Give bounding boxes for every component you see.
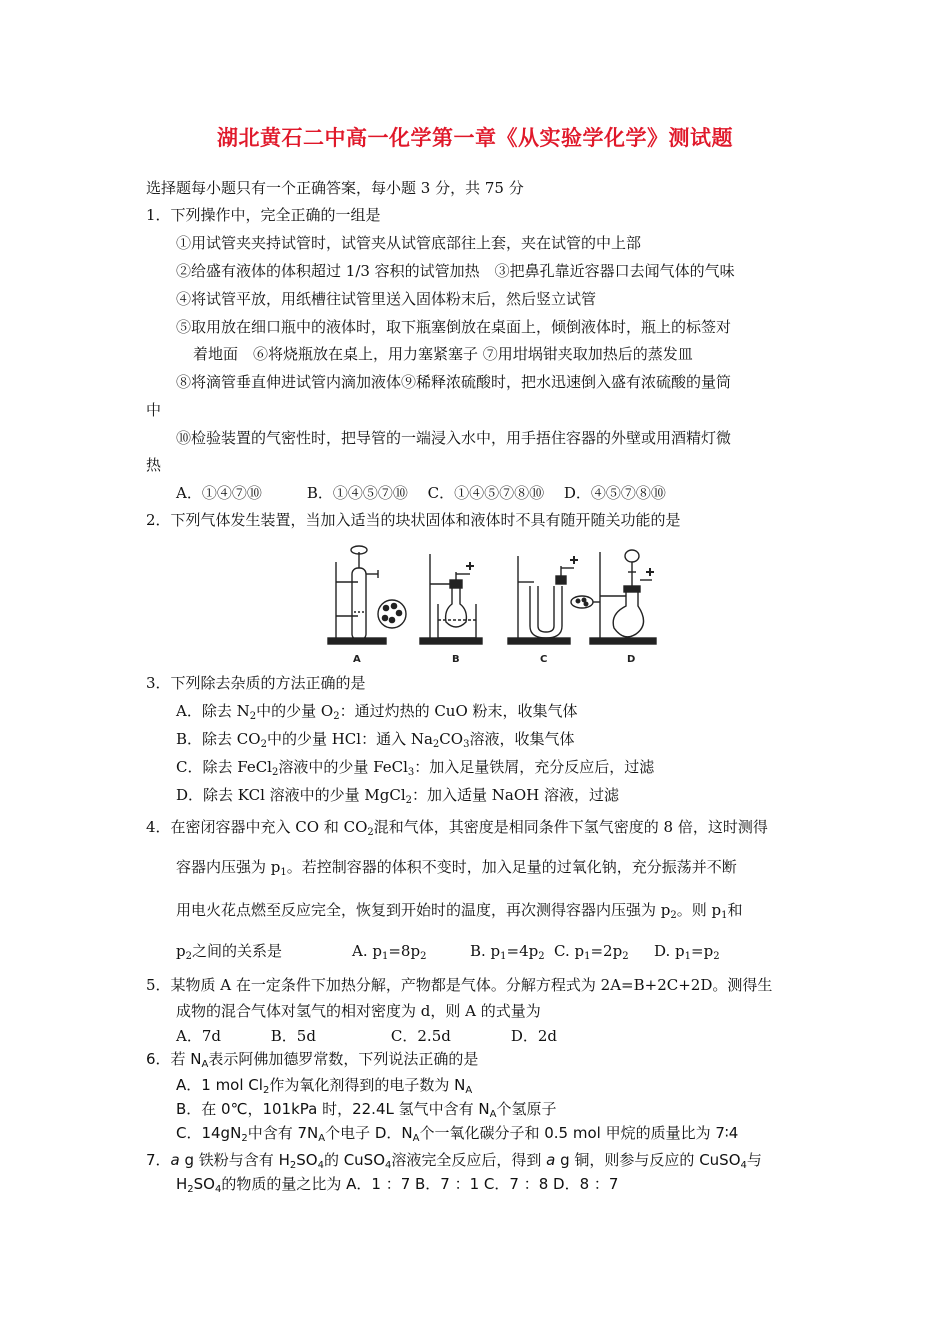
gas-apparatus-figure	[324, 542, 660, 668]
apparatus-a	[328, 546, 406, 644]
q6-stem: 6．若 $N_A$表示阿佛加德罗常数，下列说法正确的是	[146, 1050, 479, 1070]
q4-line: 用电火花点燃至反应完全，恢复到开始时的温度，再次测得容器内压强为 $p_2$。则 $p_1$和	[176, 901, 743, 921]
q3-option-d: D．除去 KCl 溶液中的少量 MgCl$_2$：加入适量 NaOH 溶液，过滤	[176, 786, 620, 806]
q5-options: A．7d B．5d C．2.5d D．2d	[176, 1027, 558, 1045]
q1-item: ②给盛有液体的体积超过 1/3 容积的试管加热 ③把鼻孔靠近容器口去闻气体的气味	[176, 262, 735, 280]
q3-option-c: C．除去 FeCl$_2$溶液中的少量 FeCl$_3$：加入足量铁屑，充分反应后，过滤	[176, 758, 655, 778]
q1-item: ④将试管平放，用纸槽往试管里送入固体粉末后，然后竖立试管	[176, 290, 597, 308]
q1-item: ①用试管夹夹持试管时，试管夹从试管底部往上套，夹在试管的中上部	[176, 234, 642, 252]
q7-line: $H_2SO_4$的物质的量之比为 A．1 ：7 B．7 ：1 C．7 ：8 D．8 ：7	[176, 1175, 619, 1195]
q1-item-wrap: 热	[146, 456, 162, 474]
q5-line: 成物的混合气体对氢气的相对密度为 d，则 A 的式量为	[176, 1002, 541, 1020]
apparatus-label: C	[540, 654, 548, 665]
q3-stem: 3．下列除去杂质的方法正确的是	[146, 674, 366, 692]
apparatus-label: A	[353, 654, 361, 665]
q4-option-a: A. $p_1=8p_2$	[352, 942, 427, 962]
q6-option-b: B．在 0℃，101kPa 时，22.4L 氢气中含有 $N_A$个氢原子	[176, 1100, 557, 1120]
q4-line: $p_2$之间的关系是	[176, 942, 282, 962]
q7-line: 7．a g 铁粉与含有 $H_2SO_4$的 CuSO$_4$溶液完全反应后，得到 a g 铜，则参与反应的 CuSO$_4$与	[146, 1151, 762, 1171]
q4-option-d: D. $p_1=p_2$	[654, 942, 720, 962]
q4-line: 4．在密闭容器中充入 CO 和 $CO_2$混和气体，其密度是相同条件下氢气密度的 8 倍，这时测得	[146, 818, 768, 838]
apparatus-b	[420, 554, 482, 644]
q6-option-cd: C．$14gN_2$中含有 $7N_A$个电子 D．$N_A$个一氧化碳分子和 0.5 mol 甲烷的质量比为 7∶4	[176, 1124, 739, 1144]
instructions: 选择题每小题只有一个正确答案，每小题 3 分，共 75 分	[146, 179, 524, 197]
q1-item: 着地面 ⑥将烧瓶放在桌上，用力塞紧塞子 ⑦用坩埚钳夹取加热后的蒸发皿	[193, 345, 693, 363]
q1-item: ⑩检验装置的气密性时，把导管的一端浸入水中，用手捂住容器的外壁或用酒精灯微	[176, 429, 732, 447]
q1-options: A．①④⑦⑩ B．①④⑤⑦⑩ C．①④⑤⑦⑧⑩ D．④⑤⑦⑧⑩	[176, 484, 666, 502]
apparatus-d	[590, 550, 656, 644]
q5-line: 5．某物质 A 在一定条件下加热分解，产物都是气体。分解方程式为 2A=B+2C+2D。测得生	[146, 976, 773, 994]
q1-stem: 1．下列操作中，完全正确的一组是	[146, 206, 381, 224]
q2-stem: 2．下列气体发生装置，当加入适当的块状固体和液体时不具有随开随关功能的是	[146, 511, 681, 529]
page-title: 湖北黄石二中高一化学第一章《从实验学化学》测试题	[217, 126, 733, 150]
q1-item: ⑧将滴管垂直伸进试管内滴加液体⑨稀释浓硫酸时，把水迅速倒入盛有浓硫酸的量筒	[176, 373, 732, 391]
q1-item-wrap: 中	[146, 401, 162, 419]
apparatus-label: D	[627, 654, 636, 665]
apparatus-c	[508, 556, 600, 644]
q6-option-a: A．1 mol $Cl_2$作为氧化剂得到的电子数为 $N_A$	[176, 1076, 473, 1096]
q3-option-b: B．除去 $CO_2$中的少量 HCl：通入 $Na_2CO_3$溶液，收集气体	[176, 730, 575, 750]
apparatus-label: B	[452, 654, 460, 665]
q3-option-a: A．除去 $N_2$中的少量 $O_2$：通过灼热的 CuO 粉末，收集气体	[176, 702, 578, 722]
q4-line: 容器内压强为 $p_1$。若控制容器的体积不变时，加入足量的过氧化钠，充分振荡并不断	[176, 858, 737, 878]
q1-item: ⑤取用放在细口瓶中的液体时，取下瓶塞倒放在桌面上，倾倒液体时，瓶上的标签对	[176, 318, 732, 336]
q4-option-c: C. $p_1=2p_2$	[554, 942, 629, 962]
q4-option-b: B. $p_1=4p_2$	[470, 942, 545, 962]
